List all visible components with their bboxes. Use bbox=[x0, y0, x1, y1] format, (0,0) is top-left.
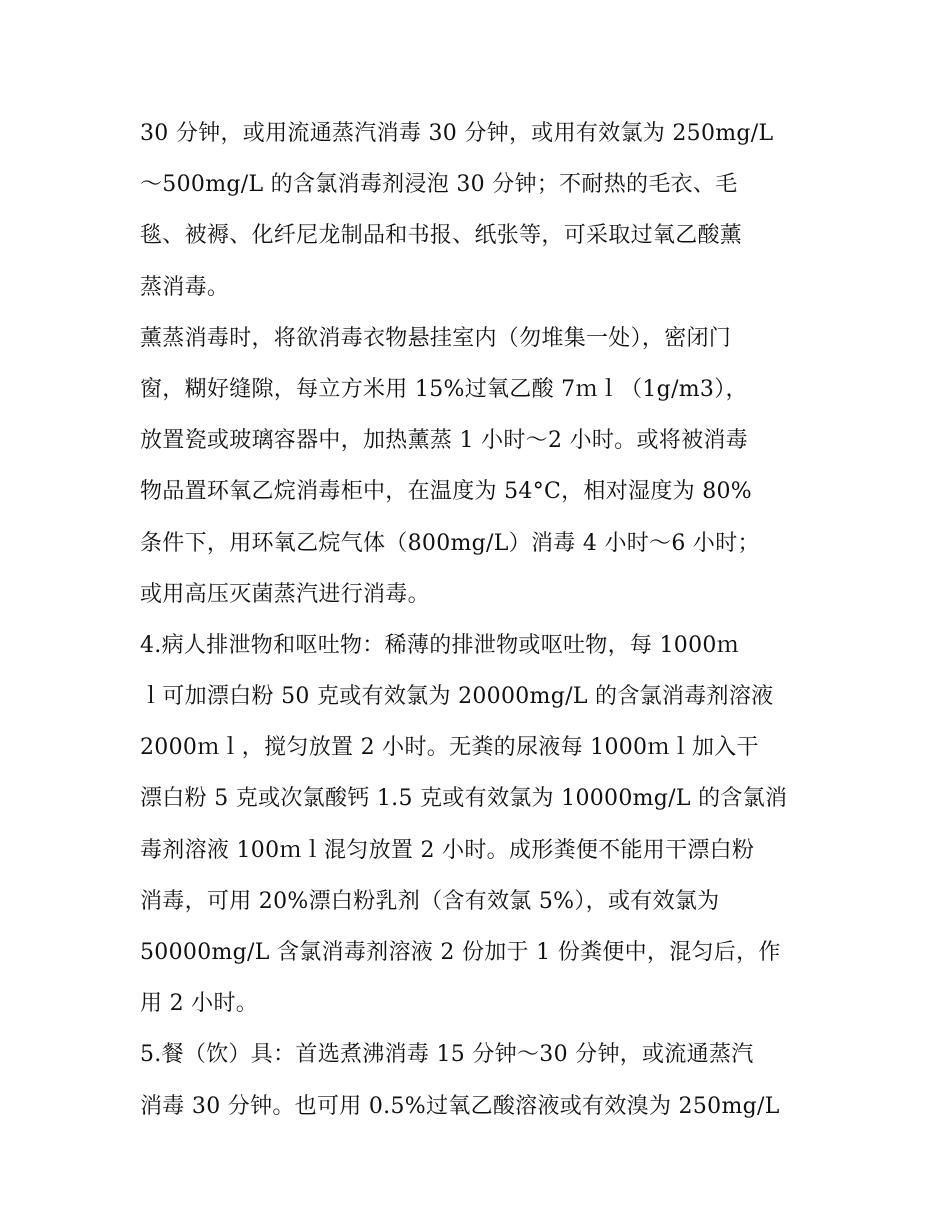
text-line: 用 2 小时。 bbox=[140, 991, 259, 1017]
text-line: ～500mg/L 的含氯消毒剂浸泡 30 分钟；不耐热的毛衣、毛 bbox=[140, 172, 738, 198]
text-line: 窗，糊好缝隙，每立方米用 15%过氧乙酸 7ｍｌ（1g/m3）， bbox=[140, 376, 748, 402]
text-line: 2000ｍｌ，搅匀放置 2 小时。无粪的尿液每 1000ｍｌ加入干 bbox=[140, 735, 759, 761]
text-line: 消毒，可用 20%漂白粉乳剂（含有效氯 5%），或有效氯为 bbox=[140, 888, 720, 914]
text-line: 条件下，用环氧乙烷气体（800mg/L）消毒 4 小时～6 小时； bbox=[140, 530, 760, 556]
text-line: 或用高压灭菌蒸汽进行消毒。 bbox=[140, 581, 430, 607]
text-line: 物品置环氧乙烷消毒柜中，在温度为 54°C，相对湿度为 80% bbox=[140, 479, 753, 505]
text-line: 30 分钟，或用流通蒸汽消毒 30 分钟，或用有效氯为 250mg/L bbox=[140, 121, 774, 146]
text-line: 蒸消毒。 bbox=[140, 274, 230, 300]
text-line: 50000mg/L 含氯消毒剂溶液 2 份加于 1 份粪便中，混匀后，作 bbox=[140, 940, 781, 965]
text-line: 消毒 30 分钟。也可用 0.5%过氧乙酸溶液或有效溴为 250mg/L bbox=[140, 1093, 780, 1119]
body-text bbox=[140, 108, 830, 1132]
text-line: 5.餐（饮）具：首选煮沸消毒 15 分钟～30 分钟，或流通蒸汽 bbox=[140, 1042, 754, 1068]
text-line: 毯、被褥、化纤尼龙制品和书报、纸张等，可采取过氧乙酸薰 bbox=[140, 223, 743, 249]
text-line: 漂白粉 5 克或次氯酸钙 1.5 克或有效氯为 10000mg/L 的含氯消 bbox=[140, 786, 788, 812]
text-line: 薰蒸消毒时，将欲消毒衣物悬挂室内（勿堆集一处），密闭门 bbox=[140, 325, 732, 351]
text-line: ｌ可加漂白粉 50 克或有效氯为 20000mg/L 的含氯消毒剂溶液 bbox=[140, 684, 774, 710]
text-line: 4.病人排泄物和呕吐物：稀薄的排泄物或呕吐物，每 1000ｍ bbox=[140, 632, 739, 658]
text-line: 放置瓷或玻璃容器中，加热薰蒸 1 小时～2 小时。或将被消毒 bbox=[140, 428, 748, 454]
text-line: 毒剂溶液 100ｍｌ混匀放置 2 小时。成形粪便不能用干漂白粉 bbox=[140, 837, 755, 863]
